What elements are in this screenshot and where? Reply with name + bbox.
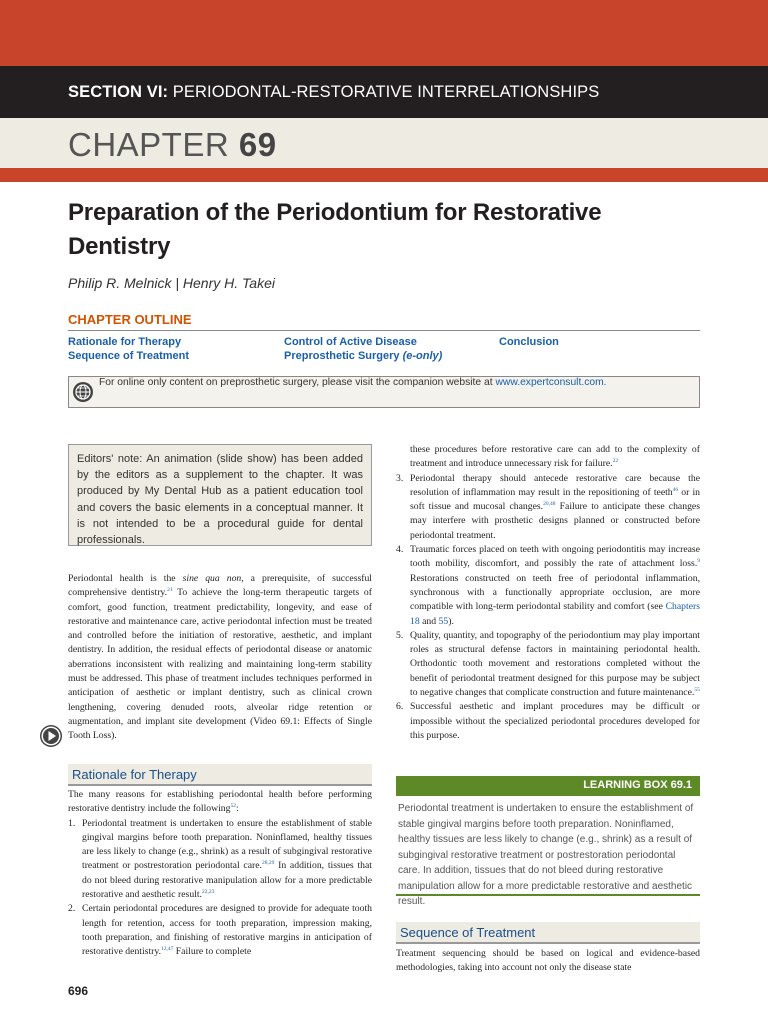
- list-text: Failure to anticipate these changes may interfere with prosthetic designs planned or constructed before periodontal treatment.: [410, 501, 700, 541]
- chapter-link[interactable]: 55: [438, 615, 449, 627]
- online-content-box: [68, 376, 700, 408]
- list-item-continued: [396, 443, 700, 472]
- rationale-intro: The many reasons for establishing periodontal health before performing restorative dentistry include the following$^{52}$:: [68, 789, 372, 815]
- ref-link[interactable]: 20,48: [543, 500, 556, 507]
- chapter-number: 69: [238, 126, 277, 163]
- list-text: In addition, tissues that do not bleed during restorative manipulation allow for a more predictable restorative and aesthetic result.: [82, 860, 372, 901]
- outline-eonly-note: (e-only): [402, 350, 443, 362]
- learning-box-body: Periodontal treatment is undertaken to ensure the establishment of stable gingival margins before tooth preparation. Noninflamed, healthy tissues are less likely to change (e.g., shrink) as a result of subgingival restorative treatment or postrestoration periodontal care. In addition, tissues that do not bleed during restorative manipulation allow for a more predictable restorative and aesthetic result.: [396, 796, 700, 896]
- intro-paragraph: [68, 572, 372, 744]
- list-number: 3.: [396, 472, 404, 484]
- ref-link[interactable]: 12,47: [161, 946, 174, 953]
- section-label: SECTION VI:: [68, 83, 169, 101]
- online-text-body: For online only content on preprosthetic surgery, please visit the companion website at: [99, 377, 493, 388]
- intro-text-1: Periodontal health is the: [68, 573, 176, 584]
- list-number: 4.: [396, 544, 404, 556]
- list-text: Traumatic forces placed on teeth with ongoing periodontitis may increase tooth mobility, discomfort, and possibly the rate of attachment loss.: [410, 544, 700, 570]
- ref-link[interactable]: 46: [672, 486, 679, 493]
- section-name: PERIODONTAL-RESTORATIVE INTERRELATIONSHIPS: [172, 83, 600, 101]
- list-text: these procedures before restorative care can add to the complexity of treatment and introduce unnecessary risk for failure.: [410, 444, 700, 470]
- page-number: 696: [68, 984, 89, 998]
- chapter-title: Preparation of the Periodontium for Restorative Dentistry: [68, 199, 602, 260]
- play-icon[interactable]: [39, 724, 63, 748]
- right-column-list: [396, 443, 700, 743]
- list-number: 5.: [396, 629, 404, 641]
- list-text: or in soft tissue and mucosal changes.: [410, 486, 700, 513]
- ref-link[interactable]: 55: [694, 686, 700, 693]
- outline-heading: CHAPTER OUTLINE: [68, 312, 192, 327]
- rationale-list: [68, 788, 372, 960]
- list-text: Failure to complete: [173, 946, 252, 958]
- sequence-heading: Sequence of Treatment: [396, 922, 700, 944]
- list-text: Certain periodontal procedures are designed to provide for adequate tooth length for retention, access for tooth preparation, impression making, tooth preparation, and finishing of restorative margins in anticipation of restorative dentistry.: [82, 903, 372, 958]
- editors-note: Editors' note: An animation (slide show) has been added by the editors as a supplement to the chapter. It was produced by My Dental Hub as a patient education tool and covers the basic elements in a conceptual manner. It is not intended to be a procedural guide for dental professionals.: [68, 444, 372, 546]
- list-text: and: [419, 615, 439, 627]
- ref-link[interactable]: 22: [612, 458, 619, 465]
- globe-icon: [73, 382, 93, 402]
- list-number: 1.: [68, 817, 76, 829]
- outline-divider: [68, 330, 700, 331]
- list-item: [396, 472, 700, 543]
- chapter-header: [0, 118, 768, 168]
- ref-link[interactable]: 28,29: [261, 860, 275, 867]
- intro-text-2: , a prerequisite, of successful comprehensive dentistry.: [68, 573, 372, 599]
- list-item: [396, 700, 700, 743]
- list-text: Periodontal treatment is undertaken to ensure the establishment of stable gingival margins before tooth preparation. Noninflamed, healthy tissues are less likely to change (e.g., shrink) as a result of subgingival restorative treatment or postrestoration periodontal care.: [82, 817, 372, 872]
- top-color-band: [0, 0, 768, 66]
- outline-link-preprosthetic[interactable]: [284, 350, 442, 362]
- list-text: Periodontal therapy should antecede restorative care because the resolution of inflammation may result in the repositioning of teeth: [410, 472, 700, 498]
- list-item: [396, 543, 700, 629]
- sequence-paragraph: Treatment sequencing should be based on logical and evidence-based methodologies, taking into account not only the disease state: [396, 948, 700, 974]
- list-number: 6.: [396, 701, 404, 713]
- chapter-link[interactable]: Chapters 18: [410, 601, 701, 627]
- expertconsult-link[interactable]: www.expertconsult.com.: [495, 377, 607, 388]
- chapter-word: CHAPTER: [68, 126, 230, 163]
- outline-link-preprosthetic-label: Preprosthetic Surgery: [284, 350, 400, 362]
- list-text: Successful aesthetic and implant procedures may be difficult or impossible without the specialized periodontal procedures developed for this purpose.: [410, 701, 700, 741]
- section-header: [0, 66, 768, 118]
- intro-text-3: To achieve the long-term therapeutic targets of comfort, good function, treatment predictability, longevity, and ease of restorative and maintenance care, active periodontal infection must be treated and controlled before the initiation of restorative, aesthetic, and implant dentistry. In addition, the residual effects of periodontal disease or anatomic aberrations inconsistent with realizing and maintaining long-term stability must be addressed. This phase of treatment includes techniques performed in anticipation of aesthetic or implant dentistry, such as clinical crown lengthening, covering denuded roots, alveolar ridge retention or augmentation, and implant site development (Video 69.1: Effects of Single Tooth Loss).: [68, 587, 372, 742]
- outline-link-sequence[interactable]: Sequence of Treatment: [68, 350, 190, 362]
- online-content-text: [99, 377, 607, 388]
- rationale-intro-text: The many reasons for establishing periodontal health before performing restorative dentistry include the following: [68, 789, 372, 815]
- rationale-heading: Rationale for Therapy: [68, 764, 372, 786]
- intro-italic: sine qua non: [182, 573, 242, 584]
- ref-link[interactable]: 52: [230, 803, 236, 810]
- list-text: ).: [448, 615, 454, 627]
- list-number: 2.: [68, 903, 76, 915]
- ref-link[interactable]: 22,23: [201, 888, 215, 895]
- outline-link-conclusion[interactable]: Conclusion: [499, 336, 559, 348]
- chapter-rule: [0, 168, 768, 182]
- outline-link-rationale[interactable]: Rationale for Therapy: [68, 336, 182, 348]
- outline-link-control[interactable]: Control of Active Disease: [284, 336, 417, 348]
- learning-box-heading: LEARNING BOX 69.1: [396, 776, 700, 796]
- list-item: [396, 629, 700, 700]
- ref-link[interactable]: 21: [167, 587, 173, 594]
- list-text: Restorations constructed on teeth free of periodontal inflammation, synchronous with a functionally appropriate occlusion, are more compatible with long-term periodontal stability and comfort (see: [410, 572, 700, 613]
- list-item: [68, 902, 372, 959]
- ref-link[interactable]: 9: [697, 558, 700, 565]
- list-item: [68, 817, 372, 903]
- list-text: Quality, quantity, and topography of the periodontium may play important roles as structural defense factors in maintaining periodontal health. Orthodontic tooth movement and restorations completed without the benefit of periodontal treatment designed for this purpose may be subject to negative changes that complicate construction and future maintenance.: [410, 629, 700, 699]
- authors: Philip R. Melnick | Henry H. Takei: [68, 275, 275, 291]
